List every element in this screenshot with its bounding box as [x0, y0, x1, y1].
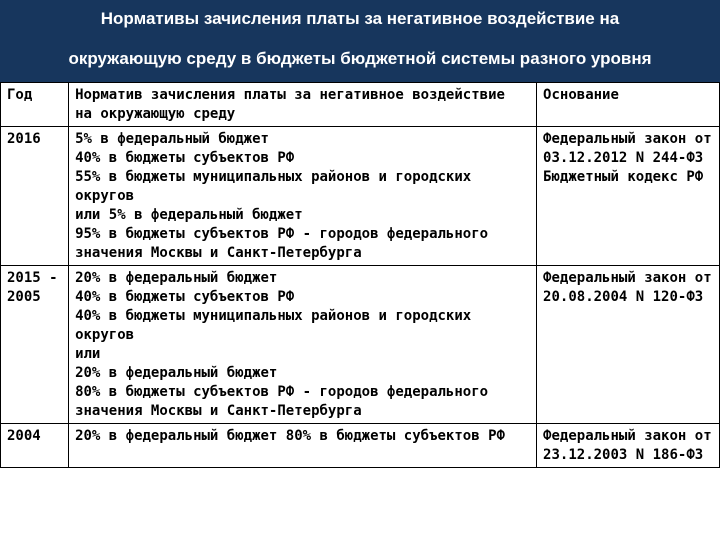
header-basis: Основание	[537, 83, 720, 127]
cell-basis: Федеральный закон от 23.12.2003 N 186-ФЗ	[537, 424, 720, 468]
cell-year: 2016	[1, 127, 69, 266]
slide-title-line-2: окружающую среду в бюджеты бюджетной системы разного уровня	[68, 49, 652, 68]
table-row	[1, 424, 720, 468]
slide-title-bar	[0, 0, 720, 82]
cell-norm: 5% в федеральный бюджет 40% в бюджеты субъектов РФ 55% в бюджеты муниципальных районов и городских округов или 5% в федеральный бюджет 95% в бюджеты субъектов РФ - городов федерального значения Москвы и Санкт-Петербурга	[69, 127, 537, 266]
table-row	[1, 266, 720, 424]
cell-year: 2004	[1, 424, 69, 468]
header-year: Год	[1, 83, 69, 127]
norms-table	[0, 82, 720, 468]
cell-basis: Федеральный закон от 03.12.2012 N 244-ФЗ Бюджетный кодекс РФ	[537, 127, 720, 266]
table-row	[1, 127, 720, 266]
cell-norm: 20% в федеральный бюджет 80% в бюджеты субъектов РФ	[69, 424, 537, 468]
cell-year: 2015 - 2005	[1, 266, 69, 424]
table-header-row	[1, 83, 720, 127]
slide-title-line-1: Нормативы зачисления платы за негативное воздействие на	[100, 9, 620, 28]
cell-norm: 20% в федеральный бюджет 40% в бюджеты субъектов РФ 40% в бюджеты муниципальных районов и городских округов или 20% в федеральный бюджет 80% в бюджеты субъектов РФ - городов федерального значения Москвы и Санкт-Петербурга	[69, 266, 537, 424]
header-norm: Норматив зачисления платы за негативное воздействие на окружающую среду	[69, 83, 537, 127]
cell-basis: Федеральный закон от 20.08.2004 N 120-ФЗ	[537, 266, 720, 424]
